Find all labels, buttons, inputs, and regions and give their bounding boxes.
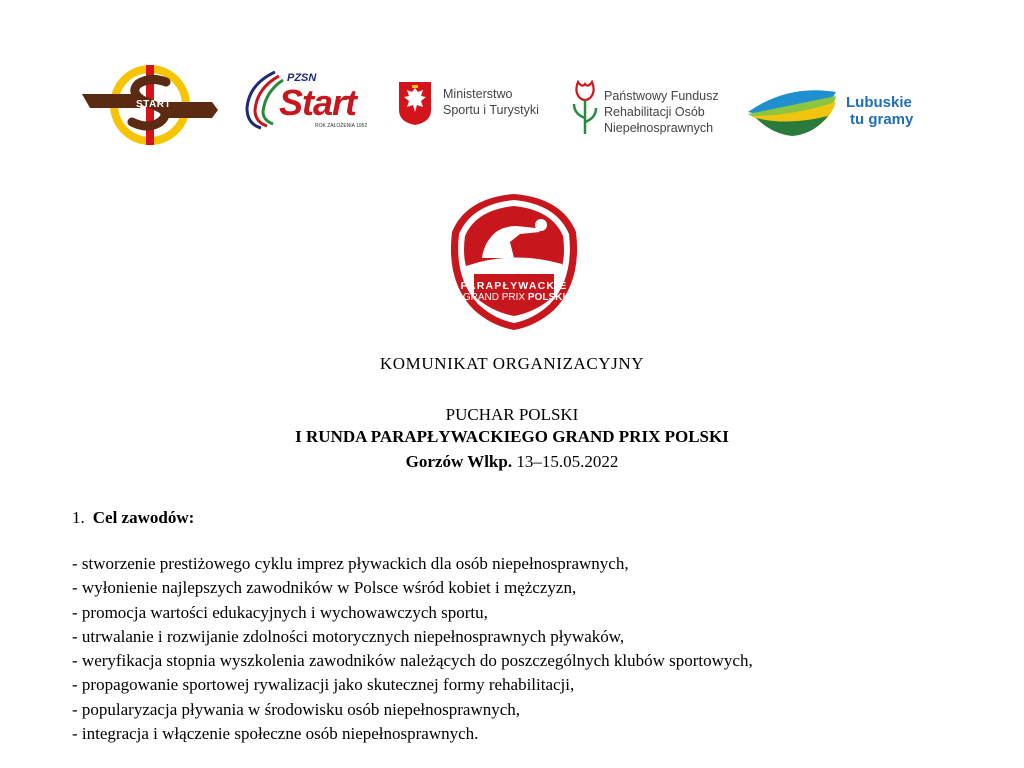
lubuskie-logo [748, 86, 923, 138]
tulip-figure-icon [570, 78, 600, 138]
pzsn-start-text: Start [279, 82, 357, 123]
emblem-line2-regular: GRAND PRIX [462, 292, 528, 303]
ministry-line1: Ministerstwo [443, 87, 513, 101]
lubuskie-waves-icon [748, 86, 844, 138]
pfron-line2: Rehabilitacji Osób [604, 105, 705, 119]
document-heading: KOMUNIKAT ORGANIZACYJNY [379, 354, 645, 373]
section-number: 1. [72, 508, 85, 527]
goals-list [72, 552, 753, 746]
emblem-line2-bold: POLSKI [527, 292, 566, 303]
cup-title: PUCHAR POLSKI [445, 405, 579, 424]
ministry-line2: Sportu i Turystyki [443, 103, 539, 117]
list-item: - popularyzacja pływania w środowisku osób niepełnosprawnych, [72, 699, 521, 719]
section-1-heading [72, 508, 194, 528]
list-item: - weryfikacja stopnia wyszkolenia zawodników należących do poszczególnych klubów sportowych, [72, 651, 753, 671]
grand-prix-emblem [444, 192, 584, 332]
pfron-line3: Niepełnosprawnych [604, 121, 714, 135]
round-title: I RUNDA PARAPŁYWACKIEGO GRAND PRIX POLSKI [295, 427, 729, 446]
pzsn-founded-text: ROK ZAŁOŻENIA 1952 [315, 123, 368, 129]
lubuskie-line1: Lubuskie [846, 94, 912, 111]
venue-date [0, 452, 1024, 472]
list-item: - integracja i włączenie społeczne osób niepełnosprawnych. [72, 724, 479, 744]
start-club-logo-text: START [136, 99, 172, 110]
venue-city: Gorzów Wlkp. [405, 452, 513, 471]
emblem-line2 [444, 292, 584, 303]
start-club-logo [80, 62, 220, 148]
list-item: - promocja wartości edukacyjnych i wychowawczych sportu, [72, 602, 488, 622]
lubuskie-line2: tu gramy [850, 111, 914, 128]
emblem-line1: PARAPŁYWACKIE [460, 280, 568, 292]
list-item: - utrwalanie i rozwijanie zdolności motorycznych niepełnosprawnych pływaków, [72, 626, 625, 646]
swimmer-dive-icon [444, 192, 584, 332]
ministry-sport-logo [395, 78, 555, 128]
list-item: - stworzenie prestiżowego cyklu imprez pływackich dla osób niepełnosprawnych, [72, 554, 629, 573]
event-dates: 13–15.05.2022 [512, 452, 619, 471]
polish-eagle-icon [395, 80, 435, 126]
section-title: Cel zawodów: [92, 508, 195, 527]
list-item: - wyłonienie najlepszych zawodników w Polsce wśród kobiet i mężczyzn, [72, 578, 577, 598]
pfron-logo [570, 78, 730, 140]
pzsn-start-logo [245, 66, 370, 136]
list-item: - propagowanie sportowej rywalizacji jako skutecznej formy rehabilitacji, [72, 675, 575, 695]
pzsn-small-text: PZSN [287, 72, 317, 84]
pfron-line1: Państwowy Fundusz [604, 89, 719, 103]
